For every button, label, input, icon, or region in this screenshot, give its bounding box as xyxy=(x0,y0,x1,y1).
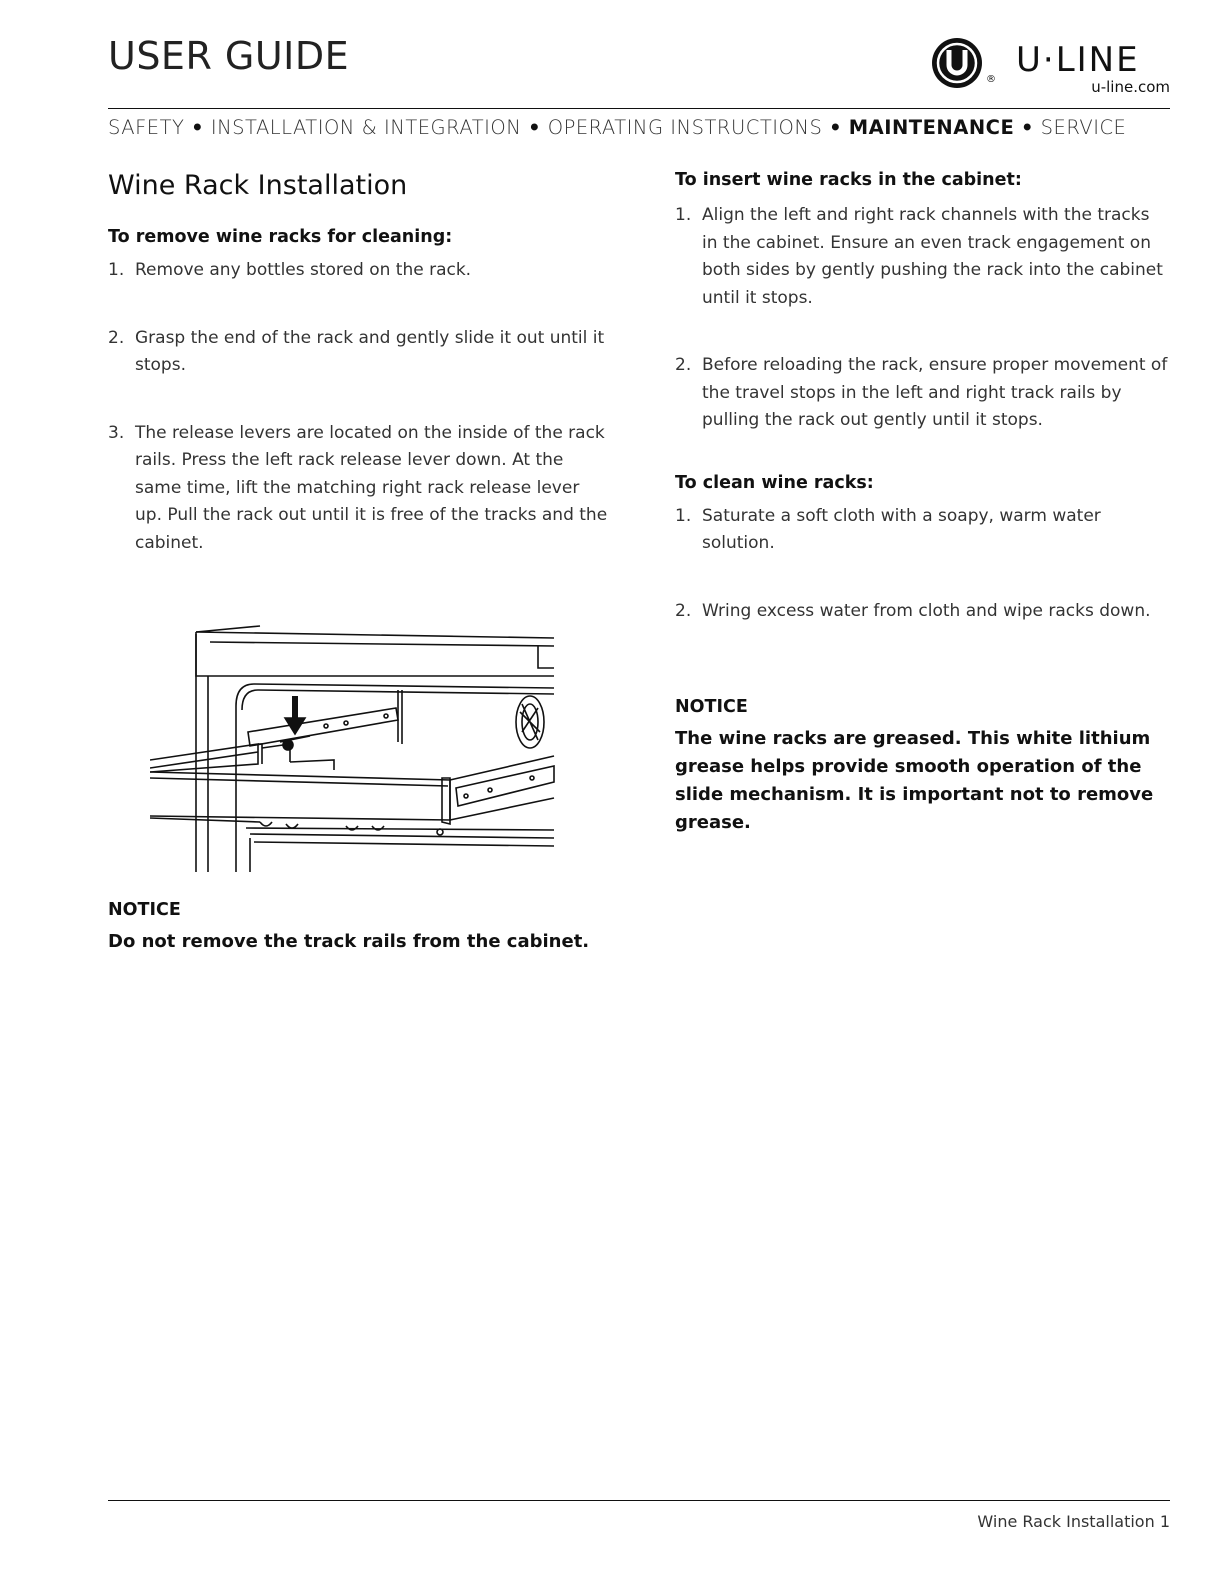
notice-text: Do not remove the track rails from the cabinet. xyxy=(108,931,590,952)
list-item xyxy=(675,503,1170,558)
nav-item-service: SERVICE xyxy=(1040,116,1127,139)
step-text: Remove any bottles stored on the rack. xyxy=(135,260,472,280)
list-item xyxy=(675,598,1170,626)
list-item xyxy=(108,325,608,380)
nav-item-maintenance: MAINTENANCE xyxy=(848,116,1015,139)
left-notice xyxy=(108,900,628,956)
u-line-logo xyxy=(936,36,1170,96)
nav-item-installation: INSTALLATION & INTEGRATION xyxy=(210,116,522,139)
step-text: Before reloading the rack, ensure proper movement of the travel stops in the left and right track rails by pulling the rack out gently until it stops. xyxy=(702,355,1168,430)
wine-rack-diagram xyxy=(150,612,560,882)
brand-wordmark: U·LINE xyxy=(1016,40,1140,80)
notice-label: NOTICE xyxy=(108,900,181,920)
step-number: 1. xyxy=(675,505,692,526)
nav-separator: • xyxy=(528,116,542,139)
nav-separator: • xyxy=(829,116,843,139)
registered-mark: ® xyxy=(986,74,996,85)
step-text: Align the left and right rack channels with the tracks in the cabinet. Ensure an even track engagement on both sides by gently pushing the rack into the cabinet until it stops. xyxy=(702,205,1163,308)
notice-text: The wine racks are greased. This white lithium grease helps provide smooth operation of the slide mechanism. It is important not to remove grease. xyxy=(675,728,1154,833)
list-item xyxy=(108,420,608,558)
right-notice xyxy=(675,697,1170,837)
list-item xyxy=(675,352,1170,435)
step-number: 2. xyxy=(675,355,692,375)
section-breadcrumb xyxy=(108,116,1170,139)
u-line-emblem-icon xyxy=(930,36,984,90)
document-title: USER GUIDE xyxy=(108,34,350,78)
step-number: 3. xyxy=(108,422,125,443)
nav-item-safety: SAFETY xyxy=(108,116,185,139)
clean-steps-list xyxy=(675,503,1170,626)
step-text: The release levers are located on the inside of the rack rails. Press the left rack release lever down. At the same time, lift the matching right rack release lever up. Pull the rack out until it is free of the tracks and the cabinet. xyxy=(135,422,608,553)
insert-steps-list xyxy=(675,202,1170,435)
header-divider xyxy=(108,108,1170,109)
rack-removal-illustration xyxy=(150,612,560,882)
step-text: Wring excess water from cloth and wipe racks down. xyxy=(702,600,1151,621)
section-title: Wine Rack Installation xyxy=(108,170,408,201)
list-item xyxy=(108,257,608,285)
nav-item-operating: OPERATING INSTRUCTIONS xyxy=(547,116,823,139)
notice-label: NOTICE xyxy=(675,697,748,717)
step-number: 2. xyxy=(108,327,125,348)
remove-racks-heading: To remove wine racks for cleaning: xyxy=(108,227,453,247)
clean-racks-heading: To clean wine racks: xyxy=(675,472,874,493)
step-number: 2. xyxy=(675,600,692,621)
right-column xyxy=(675,170,1170,665)
insert-racks-heading: To insert wine racks in the cabinet: xyxy=(675,170,1022,190)
step-text: Grasp the end of the rack and gently slide it out until it stops. xyxy=(135,327,605,375)
step-number: 1. xyxy=(108,260,125,280)
remove-steps-list xyxy=(108,257,608,557)
nav-separator: • xyxy=(191,116,205,139)
list-item xyxy=(675,202,1170,312)
nav-separator: • xyxy=(1021,116,1034,139)
step-text: Saturate a soft cloth with a soapy, warm water solution. xyxy=(702,505,1101,553)
page-footer-label: Wine Rack Installation 1 xyxy=(977,1512,1170,1531)
brand-url: u-line.com xyxy=(1091,78,1170,96)
left-column xyxy=(108,170,608,597)
footer-divider xyxy=(108,1500,1170,1501)
step-number: 1. xyxy=(675,205,692,225)
